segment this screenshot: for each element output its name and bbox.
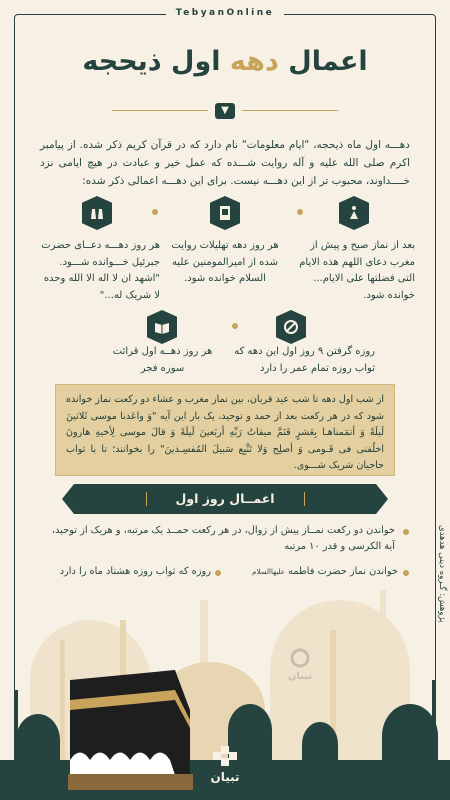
brand-top-label xyxy=(0,8,450,18)
item-3-text: هر روز دهـــه دعــای حضرت جبرئیل خـــوانده شـــود. "اشهد ان لا اله الا الله وحده لا شریک له..." xyxy=(41,240,160,301)
arrow-down-icon: ▼ xyxy=(215,103,235,119)
intro-paragraph: دهـــه اول ماه ذیحجه، "ایام معلومات" نام دارد که در قرآن کریم ذکر شده. از پیامبر اکرم صلی الله علیه و آله روایت شـــده که عمل خیر و عبادت در هیچ ایامی نزد خــــداوند، محبوب تر از این دهـــه نیست. برای این دهـــه اعمالی ذکر شده: xyxy=(40,139,410,187)
footer-brand-name: تبیان xyxy=(210,770,240,784)
day-one-item-2-main: خواندن نماز حضرت فاطمه xyxy=(288,566,398,577)
item-2-text: هر روز دهه تهلیلات روایت شده از امیرالمومنین علیه السلام خوانده شود. xyxy=(171,240,279,284)
divider-right xyxy=(242,110,338,111)
page-title xyxy=(0,40,450,84)
title-word-2: دهه xyxy=(229,46,279,77)
divider-left xyxy=(112,110,208,111)
day-one-item-2-honorific: علیهاالسلام xyxy=(252,568,285,576)
raised-hands-icon xyxy=(82,196,112,230)
quran-book-icon xyxy=(210,196,240,230)
tebyan-logo-icon xyxy=(195,742,255,792)
no-food-icon xyxy=(276,310,306,344)
item-5-text: هر روز دهــه اول قرائت سوره فجر xyxy=(112,346,213,374)
tebyan-watermark-icon xyxy=(290,648,310,668)
title-word-3: اول ذیحجه xyxy=(82,46,230,77)
dot-separator xyxy=(152,209,158,215)
day-one-heading: اعمــال روز اول xyxy=(175,491,275,506)
dot-separator xyxy=(297,209,303,215)
tebyan-watermark xyxy=(280,648,320,708)
eve-prayer-text: از شب اول دهه تا شب عید قربان، بین نماز مغرب و عشاء دو رکعت نماز خوانده شود که در هر رکعت بعد از حمد و توحید، یک بار این آیه "وَ واعَدنا موسی ثَلاثینَ لَیلَةً وَ أتمَمناهـا بِعَشرٍ فَتَمَّ میقاتُ رَبِّهِ أربَعینَ لَیلَةً وَ قالَ موسی لِأخیهِ هارونَ اخلُفنی فی قَـومی وَ أصلِح وَلا تَتَّبِع سَبیلَ المُفسِـدینَ" را بخوانند؛ تا با ثواب حاجیان شریک شـــوی. xyxy=(66,394,384,471)
research-credit: پژوهش: گـروه دینی هدهدی xyxy=(437,525,447,623)
day-one-item-1: خواندن دو رکعت نمــاز پیش از زوال، در هر رکعت حمــد یک مرتبه، و هریک از توحید، آیة الکرسی و قدر ۱۰ مرتبه xyxy=(51,525,395,552)
tebyan-watermark-text: تبیان xyxy=(287,671,313,682)
bullet-dot xyxy=(403,529,409,535)
item-4-text: روزه گرفتن ۹ روز اول این دهه که ثواب روزه تمام عمر را دارد xyxy=(234,346,375,374)
praying-person-icon xyxy=(339,196,369,230)
day-one-item-3: روزه که ثواب روزه هشتاد ماه را دارد xyxy=(59,566,211,577)
kaaba-illustration xyxy=(68,670,193,792)
title-word-1: اعمال xyxy=(278,46,368,77)
dot-separator xyxy=(232,323,238,329)
brand-top-text: TebyanOnline xyxy=(166,8,285,18)
open-quran-icon xyxy=(147,310,177,344)
item-1-text: بعد از نماز صبح و پیش از مغرب دعای اللهم هذه الایام التی فضلتها علی الایام... خوانده شود. xyxy=(299,240,415,301)
